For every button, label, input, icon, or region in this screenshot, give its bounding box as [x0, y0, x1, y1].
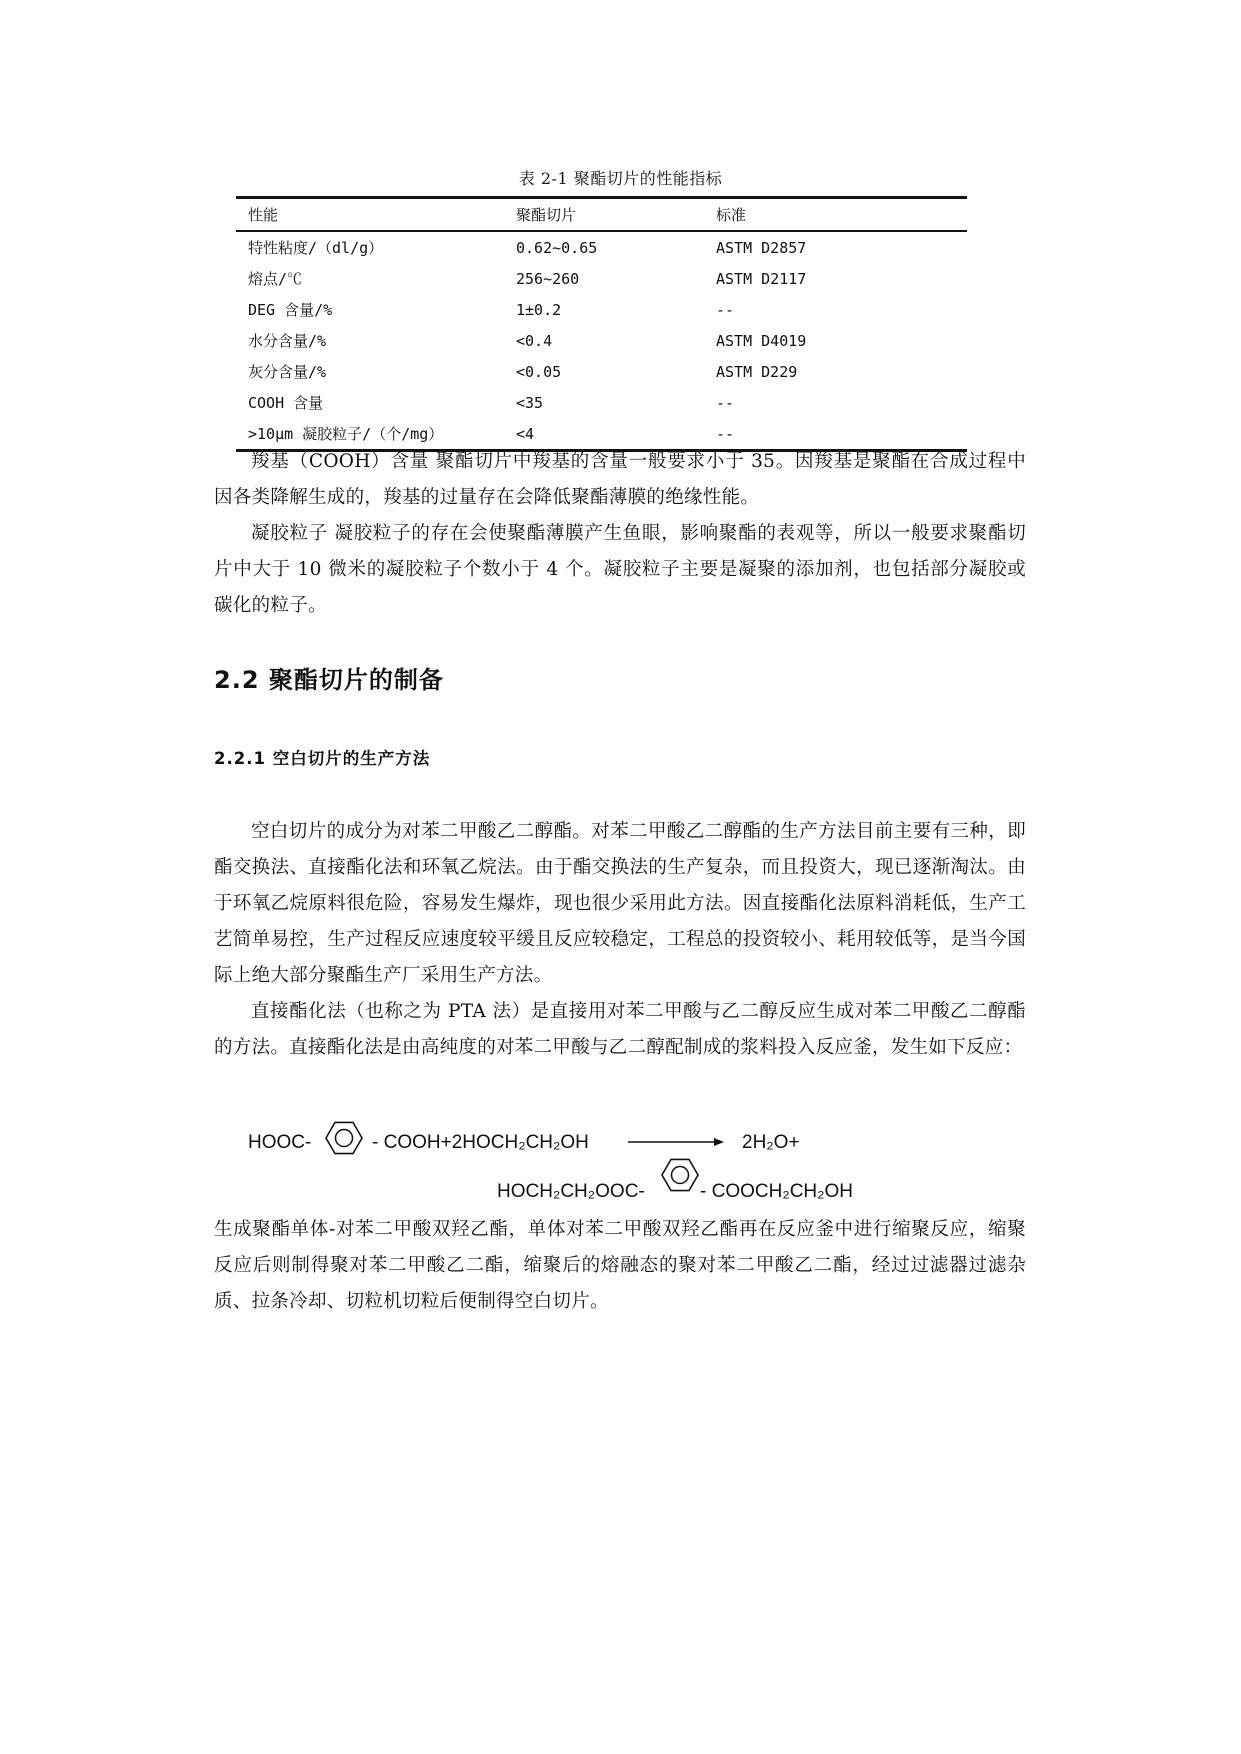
paragraph-pta: 直接酯化法（也称之为 PTA 法）是直接用对苯二甲酸与乙二醇反应生成对苯二甲酸乙二醇酯的方法。直接酯化法是由高纯度的对苯二甲酸与乙二醇配制成的浆料投入反应釜，发生如下反应： [214, 1001, 1026, 1058]
benzene-ring-icon [662, 1159, 698, 1190]
table-cell: -- [716, 300, 735, 319]
table-row [236, 294, 967, 325]
table-cell: COOH 含量 [248, 394, 324, 412]
subsection-heading: 2.2.1 空白切片的生产方法 [214, 749, 431, 768]
table-cell: -- [716, 393, 735, 412]
table-cell: <4 [516, 424, 535, 443]
table-cell: <0.05 [516, 362, 562, 381]
benzene-ring-icon [326, 1122, 362, 1153]
table-cell: 256~260 [516, 269, 580, 288]
reactant-suffix: - COOH+2HOCH₂CH₂OH [372, 1132, 589, 1153]
column-header: 性能 [248, 206, 279, 224]
product-water: 2H₂O+ [742, 1132, 800, 1153]
table-cell: DEG 含量/% [248, 301, 333, 319]
table-cell: <0.4 [516, 331, 553, 350]
product-prefix: HOCH₂CH₂OOC- [497, 1181, 645, 1202]
table-header-row [236, 198, 967, 232]
table-row [236, 231, 967, 263]
reaction-arrow-icon [628, 1138, 724, 1146]
table-cell: ASTM D2117 [716, 269, 807, 288]
table-row [236, 263, 967, 294]
table-cell: 水分含量/% [248, 332, 327, 350]
section-heading: 2.2 聚酯切片的制备 [214, 666, 444, 694]
paragraph-after-reaction: 生成聚酯单体-对苯二甲酸双羟乙酯，单体对苯二甲酸双羟乙酯再在反应釜中进行缩聚反应，缩聚反应后则制得聚对苯二甲酸乙二酯，缩聚后的熔融态的聚对苯二甲酸乙二酯，经过过滤器过滤杂质、拉条冷却、切粒机切粒后便制得空白切片。 [214, 1219, 1026, 1312]
paragraph-gel: 凝胶粒子 凝胶粒子的存在会使聚酯薄膜产生鱼眼，影响聚酯的表观等，所以一般要求聚酯切片中大于 10 微米的凝胶粒子个数小于 4 个。凝胶粒子主要是凝聚的添加剂，也包括部分凝胶或碳化的粒子。 [214, 523, 1026, 616]
table-cell: 特性粘度/（dl/g） [248, 239, 384, 257]
column-header: 标准 [716, 206, 747, 224]
table-row [236, 325, 967, 356]
table-caption: 表 2-1 聚酯切片的性能指标 [518, 169, 723, 188]
table-row [236, 387, 967, 418]
table-cell: ASTM D229 [716, 362, 798, 381]
table-cell: ASTM D4019 [716, 331, 807, 350]
table-cell: 0.62~0.65 [516, 238, 598, 257]
paragraph-blank-chip: 空白切片的成分为对苯二甲酸乙二醇酯。对苯二甲酸乙二醇酯的生产方法目前主要有三种，即酯交换法、直接酯化法和环氧乙烷法。由于酯交换法的生产复杂，而且投资大，现已逐渐淘汰。由于环氧乙烷原料很危险，容易发生爆炸，现也很少采用此方法。因直接酯化法原料消耗低，生产工艺简单易控，生产过程反应速度较平缓且反应较稳定，工程总的投资较小、耗用较低等，是当今国际上绝大部分聚酯生产厂采用生产方法。 [214, 821, 1026, 986]
table-cell: 熔点/℃ [248, 270, 303, 288]
product-suffix: - COOCH₂CH₂OH [700, 1181, 854, 1202]
reaction-equation [214, 1118, 1026, 1210]
table-row [236, 356, 967, 387]
table-cell: <35 [516, 393, 544, 412]
table-cell: 1±0.2 [516, 300, 562, 319]
table-cell: ASTM D2857 [716, 238, 807, 257]
performance-table [236, 196, 967, 452]
reactant-prefix: HOOC- [248, 1132, 312, 1153]
paragraph-cooh: 羧基（COOH）含量 聚酯切片中羧基的含量一般要求小于 35。因羧基是聚酯在合成过程中因各类降解生成的，羧基的过量存在会降低聚酯薄膜的绝缘性能。 [214, 451, 1026, 508]
table-cell: -- [716, 424, 735, 443]
column-header: 聚酯切片 [516, 206, 577, 224]
table-cell: >10μm 凝胶粒子/（个/mg） [248, 425, 444, 443]
table-cell: 灰分含量/% [248, 363, 327, 381]
